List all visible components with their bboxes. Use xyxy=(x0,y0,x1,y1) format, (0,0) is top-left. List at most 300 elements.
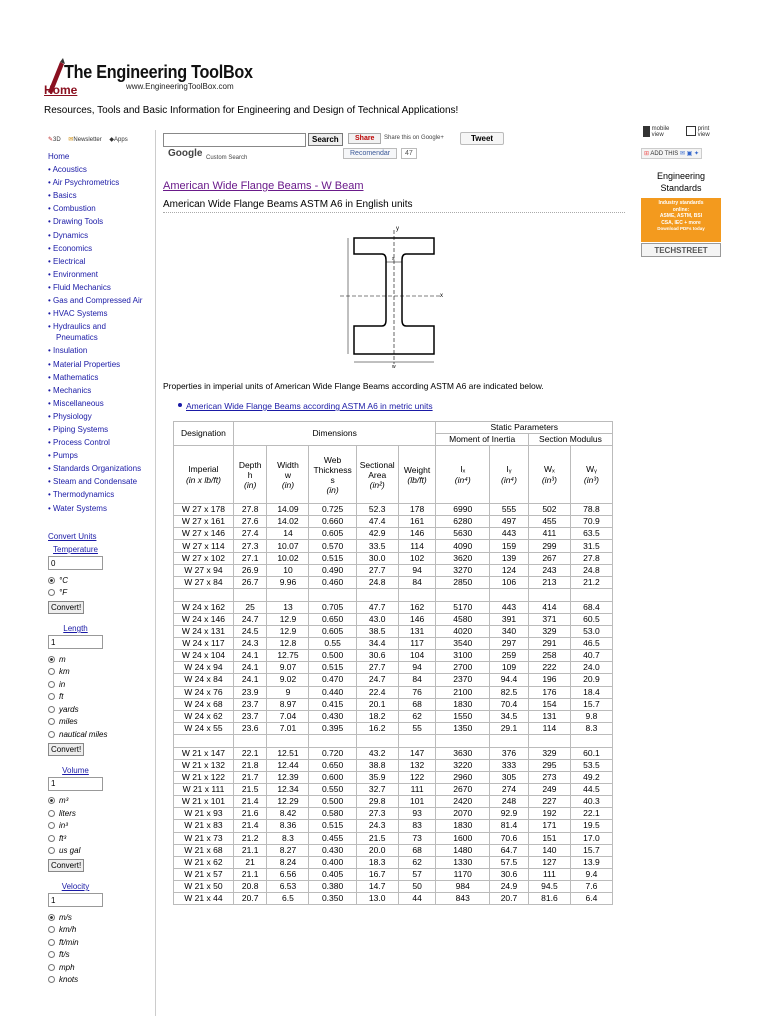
table-cell: 146 xyxy=(398,613,436,625)
table-row xyxy=(174,613,613,625)
table-cell: 8.42 xyxy=(267,808,309,820)
table-cell: 21.7 xyxy=(233,772,267,784)
table-cell: 84 xyxy=(398,674,436,686)
recommend-button[interactable]: Recomendar xyxy=(343,148,397,159)
table-row xyxy=(174,601,613,613)
table-cell: 391 xyxy=(490,613,529,625)
newsletter-icon[interactable]: ✉ xyxy=(68,137,74,143)
table-cell: 81.6 xyxy=(528,893,570,905)
table-cell: W 21 x 132 xyxy=(174,759,234,771)
header-wy xyxy=(570,446,612,504)
table-cell: 24.0 xyxy=(570,662,612,674)
table-cell: W 21 x 73 xyxy=(174,832,234,844)
sidebar-item[interactable]: • Steam and Condensate xyxy=(48,477,138,487)
sidebar-item[interactable]: • Combustion xyxy=(48,204,96,214)
table-cell: 21 xyxy=(233,856,267,868)
table-cell: 94 xyxy=(398,662,436,674)
3d-link[interactable]: 3D xyxy=(53,137,61,143)
w-beam-diagram xyxy=(336,224,448,374)
share-google-text: Share this on Google+ xyxy=(384,135,444,141)
table-cell: 27.6 xyxy=(233,516,267,528)
sidebar-item[interactable]: • Electrical xyxy=(48,256,86,266)
table-cell: 14 xyxy=(267,528,309,540)
table-cell: 64.7 xyxy=(490,844,529,856)
table-cell: 0.725 xyxy=(309,504,356,516)
table-cell: 53.0 xyxy=(570,626,612,638)
page-title[interactable]: American Wide Flange Beams - W Beam xyxy=(163,180,364,192)
table-cell: 50 xyxy=(398,880,436,892)
table-cell: 7.01 xyxy=(267,722,309,734)
table-row xyxy=(174,698,613,710)
table-cell: W 27 x 178 xyxy=(174,504,234,516)
table-cell: 12.39 xyxy=(267,772,309,784)
table-cell: 122 xyxy=(398,772,436,784)
table-cell: 192 xyxy=(528,808,570,820)
table-cell: 29.1 xyxy=(490,722,529,734)
table-cell: 21.2 xyxy=(233,832,267,844)
table-cell: 132 xyxy=(398,759,436,771)
radio-km[interactable] xyxy=(48,666,107,679)
table-cell: 12.51 xyxy=(267,747,309,759)
sidebar-item[interactable]: • Environment xyxy=(48,269,98,279)
table-cell: 15.7 xyxy=(570,698,612,710)
table-row xyxy=(174,856,613,868)
table-cell: 8.27 xyxy=(267,844,309,856)
sidebar-item[interactable]: • Thermodynamics xyxy=(48,490,115,500)
table-cell: 40.7 xyxy=(570,650,612,662)
table-cell: 443 xyxy=(490,601,529,613)
table-cell: 30.6 xyxy=(490,868,529,880)
table-cell: 21.4 xyxy=(233,796,267,808)
table-cell: 27.7 xyxy=(356,662,398,674)
table-cell: 333 xyxy=(490,759,529,771)
table-row xyxy=(174,528,613,540)
table-cell: 26.9 xyxy=(233,564,267,576)
volume-label[interactable]: Volume xyxy=(62,765,89,775)
newsletter-link[interactable]: Newsletter xyxy=(73,137,102,143)
header-wy-unit: (in³) xyxy=(583,474,599,485)
table-cell-empty xyxy=(233,588,267,601)
table-cell: 23.6 xyxy=(233,722,267,734)
sidebar-item[interactable]: • Hydraulics and xyxy=(48,322,106,332)
table-cell: W 24 x 68 xyxy=(174,698,234,710)
search-button[interactable]: Search xyxy=(308,133,343,146)
mobile-view-link[interactable] xyxy=(643,126,674,138)
table-row xyxy=(174,626,613,638)
table-cell: 30.6 xyxy=(356,650,398,662)
radio-liters[interactable] xyxy=(48,807,107,820)
table-row xyxy=(174,540,613,552)
sidebar-item[interactable]: • Process Control xyxy=(48,438,110,448)
table-cell: 12.9 xyxy=(267,626,309,638)
sidebar-item[interactable]: • Material Properties xyxy=(48,359,121,369)
radio-in3[interactable] xyxy=(48,820,107,833)
radio-nautical-miles[interactable] xyxy=(48,728,107,741)
addthis-button[interactable] xyxy=(641,148,702,159)
convert-volume-button[interactable]: Convert! xyxy=(48,859,84,872)
table-cell: 4090 xyxy=(436,540,490,552)
ad-line: CSA, IEC + more xyxy=(661,219,701,226)
sidebar-item[interactable]: • HVAC Systems xyxy=(48,309,108,319)
table-cell-empty xyxy=(174,588,234,601)
table-cell: 20.8 xyxy=(233,880,267,892)
table-cell: 114 xyxy=(528,722,570,734)
table-cell: W 24 x 84 xyxy=(174,674,234,686)
table-cell: 16.7 xyxy=(356,868,398,880)
table-cell: W 21 x 50 xyxy=(174,880,234,892)
table-cell: 213 xyxy=(528,576,570,588)
sidebar-item[interactable]: • Standards Organizations xyxy=(48,464,142,474)
table-cell: 63.5 xyxy=(570,528,612,540)
sidebar-item[interactable]: • Miscellaneous xyxy=(48,398,104,408)
temperature-input[interactable] xyxy=(48,556,103,570)
table-cell: 13.0 xyxy=(356,893,398,905)
table-cell: 27.3 xyxy=(233,540,267,552)
width-label: w xyxy=(392,364,396,370)
length-input[interactable] xyxy=(48,635,103,649)
table-cell: 0.580 xyxy=(309,808,356,820)
radio-label: ft xyxy=(59,692,64,702)
table-cell: W 21 x 62 xyxy=(174,856,234,868)
mobile-icon xyxy=(643,126,650,137)
sidebar-item[interactable]: • Piping Systems xyxy=(48,424,109,434)
table-cell: 371 xyxy=(528,613,570,625)
header-wx xyxy=(528,446,570,504)
table-spacer-row xyxy=(174,588,613,601)
table-cell: 10.07 xyxy=(267,540,309,552)
radio-label: yards xyxy=(59,704,79,714)
radio-ms[interactable] xyxy=(48,911,107,924)
table-cell: 73 xyxy=(398,832,436,844)
convert-temperature-button[interactable]: Convert! xyxy=(48,601,84,614)
table-cell: 8.3 xyxy=(267,832,309,844)
table-cell-empty xyxy=(309,588,356,601)
table-cell: 10 xyxy=(267,564,309,576)
header-iy-unit: (in⁴) xyxy=(500,474,517,485)
table-cell: 7.04 xyxy=(267,710,309,722)
table-cell: 984 xyxy=(436,880,490,892)
table-cell: 70.6 xyxy=(490,832,529,844)
sidebar-item[interactable]: • Water Systems xyxy=(48,503,107,513)
custom-search-label: Custom Search xyxy=(206,155,248,161)
table-cell: 40.3 xyxy=(570,796,612,808)
table-cell: 47.4 xyxy=(356,516,398,528)
table-cell: 44.5 xyxy=(570,784,612,796)
table-cell: 24.9 xyxy=(490,880,529,892)
table-cell: 24.8 xyxy=(356,576,398,588)
table-cell: 161 xyxy=(398,516,436,528)
table-cell: 13.9 xyxy=(570,856,612,868)
table-cell: 2100 xyxy=(436,686,490,698)
sidebar-item[interactable]: • Fluid Mechanics xyxy=(48,282,111,292)
engineering-standards-heading: Engineering Standards xyxy=(656,171,706,193)
table-cell: 20.9 xyxy=(570,674,612,686)
radio-ft[interactable] xyxy=(48,691,107,704)
table-cell: 131 xyxy=(528,710,570,722)
table-row xyxy=(174,722,613,734)
radio-label: °C xyxy=(59,575,68,585)
apps-icon[interactable]: ◆ xyxy=(109,137,115,143)
radio-label: mph xyxy=(59,962,75,972)
radio-fts[interactable] xyxy=(48,949,107,962)
table-cell: 140 xyxy=(528,844,570,856)
recommend-count: 47 xyxy=(401,148,417,159)
table-cell: 23.7 xyxy=(233,710,267,722)
table-cell: 43.0 xyxy=(356,613,398,625)
social-links xyxy=(48,136,128,143)
standards-ad[interactable] xyxy=(641,198,721,242)
header-width-unit: (in) xyxy=(281,479,295,490)
table-cell: 49.2 xyxy=(570,772,612,784)
table-cell: 16.2 xyxy=(356,722,398,734)
velocity-input[interactable] xyxy=(48,893,103,907)
sidebar-item[interactable]: • Mathematics xyxy=(48,372,99,382)
ad-line: ASME, ASTM, BSI xyxy=(659,213,703,219)
header-web-unit: (in) xyxy=(326,484,339,495)
sidebar-item[interactable]: • Gas and Compressed Air xyxy=(48,296,143,306)
table-row xyxy=(174,784,613,796)
table-cell: 274 xyxy=(490,784,529,796)
table-row xyxy=(174,710,613,722)
addthis-icon: ⊞ xyxy=(644,151,650,157)
table-cell-empty xyxy=(490,588,529,601)
header-weight-unit: (lb/ft) xyxy=(407,474,427,485)
table-cell: 60.1 xyxy=(570,747,612,759)
table-row xyxy=(174,686,613,698)
table-cell: 9.02 xyxy=(267,674,309,686)
radio-us-gal[interactable] xyxy=(48,845,107,858)
table-cell: 1830 xyxy=(436,698,490,710)
table-cell: 19.5 xyxy=(570,820,612,832)
table-cell: 6.5 xyxy=(267,893,309,905)
table-cell: 12.44 xyxy=(267,759,309,771)
temperature-label[interactable]: Temperature xyxy=(53,545,98,554)
share-button[interactable]: Share xyxy=(348,133,381,144)
table-cell: 455 xyxy=(528,516,570,528)
table-cell: 297 xyxy=(490,638,529,650)
table-cell: 8.97 xyxy=(267,698,309,710)
table-cell: 12.75 xyxy=(267,650,309,662)
table-cell: 27.3 xyxy=(356,808,398,820)
table-cell: 151 xyxy=(528,832,570,844)
radio-in[interactable] xyxy=(48,678,107,691)
table-cell: 27.7 xyxy=(356,564,398,576)
convert-units-title[interactable]: Convert Units xyxy=(48,532,97,541)
table-cell: 0.395 xyxy=(309,722,356,734)
length-label[interactable]: Length xyxy=(63,624,88,633)
table-cell: 57 xyxy=(398,868,436,880)
header-iy-label: Iᵧ xyxy=(506,463,512,474)
radio-celsius[interactable] xyxy=(48,574,107,587)
table-cell: 60.5 xyxy=(570,613,612,625)
table-cell: 53.5 xyxy=(570,759,612,771)
table-cell: 6.56 xyxy=(267,868,309,880)
table-row xyxy=(174,516,613,528)
convert-length-button[interactable]: Convert! xyxy=(48,743,84,756)
radio-kmh[interactable] xyxy=(48,924,107,937)
table-row xyxy=(174,772,613,784)
table-cell: 82.5 xyxy=(490,686,529,698)
table-cell: 25 xyxy=(233,601,267,613)
table-cell: 1600 xyxy=(436,832,490,844)
table-cell: 22.1 xyxy=(233,747,267,759)
table-cell-empty xyxy=(174,734,234,747)
radio-label: us gal xyxy=(59,846,81,856)
table-cell: 9 xyxy=(267,686,309,698)
radio-label: m/s xyxy=(59,912,72,922)
header-width-label: Width xyxy=(277,459,299,470)
metric-units-link[interactable]: American Wide Flange Beams according ASTM A6 in metric units xyxy=(186,401,433,411)
table-cell: 76 xyxy=(398,686,436,698)
sidebar-item[interactable]: • Dynamics xyxy=(48,230,89,240)
radio-label: nautical miles xyxy=(59,729,108,739)
dotted-divider xyxy=(163,212,625,213)
radio-ft3[interactable] xyxy=(48,832,107,845)
table-cell: 0.430 xyxy=(309,844,356,856)
table-cell: W 21 x 83 xyxy=(174,820,234,832)
table-cell: 21.4 xyxy=(233,820,267,832)
table-cell: 6.4 xyxy=(570,893,612,905)
volume-input[interactable] xyxy=(48,777,103,791)
radio-yards[interactable] xyxy=(48,703,107,716)
table-cell: 20.0 xyxy=(356,844,398,856)
table-cell-empty xyxy=(570,588,612,601)
table-cell: W 24 x 104 xyxy=(174,650,234,662)
table-cell: 23.7 xyxy=(233,698,267,710)
table-cell: 0.705 xyxy=(309,601,356,613)
table-cell: 0.350 xyxy=(309,893,356,905)
radio-m3[interactable] xyxy=(48,795,107,808)
table-cell: W 24 x 117 xyxy=(174,638,234,650)
table-cell: W 21 x 111 xyxy=(174,784,234,796)
properties-text: Properties in imperial units of American Wide Flange Beams according ASTM A6 are indicated below. xyxy=(163,381,544,391)
radio-m[interactable] xyxy=(48,653,107,666)
table-cell: 70.9 xyxy=(570,516,612,528)
table-cell: 0.515 xyxy=(309,662,356,674)
sidebar-item[interactable]: Pneumatics xyxy=(56,333,98,343)
tweet-button[interactable]: Tweet xyxy=(460,132,504,145)
table-cell: 47.7 xyxy=(356,601,398,613)
velocity-label[interactable]: Velocity xyxy=(61,882,90,891)
table-cell: 0.470 xyxy=(309,674,356,686)
table-cell: 0.500 xyxy=(309,650,356,662)
beam-table-body xyxy=(174,504,613,905)
header-web-symbol: s xyxy=(330,474,335,485)
table-cell: W 21 x 44 xyxy=(174,893,234,905)
sidebar-item[interactable]: • Insulation xyxy=(48,346,88,356)
table-cell: 299 xyxy=(528,540,570,552)
header-depth-unit: (in) xyxy=(244,479,257,490)
table-cell: W 21 x 57 xyxy=(174,868,234,880)
share-icons: ✉ ▣ ✦ xyxy=(679,151,700,157)
table-cell: 17.0 xyxy=(570,832,612,844)
header-wx-label: Wₓ xyxy=(544,463,555,474)
table-cell: W 21 x 68 xyxy=(174,844,234,856)
table-cell: 22.1 xyxy=(570,808,612,820)
radio-label: in³ xyxy=(59,821,68,831)
header-iy xyxy=(490,446,529,504)
sidebar-item[interactable]: • Acoustics xyxy=(48,165,87,175)
table-cell: 21.5 xyxy=(356,832,398,844)
table-cell: 329 xyxy=(528,747,570,759)
table-cell: 15.7 xyxy=(570,844,612,856)
table-cell: 4580 xyxy=(436,613,490,625)
table-cell: 291 xyxy=(528,638,570,650)
table-cell: 6280 xyxy=(436,516,490,528)
table-cell: 1830 xyxy=(436,820,490,832)
table-cell-empty xyxy=(309,734,356,747)
print-view-link[interactable] xyxy=(686,126,718,138)
table-row xyxy=(174,504,613,516)
table-row xyxy=(174,662,613,674)
unit-converter xyxy=(48,532,107,986)
sidebar-item[interactable]: • Economics xyxy=(48,243,93,253)
table-cell: 20.1 xyxy=(356,698,398,710)
print-view-label: print view xyxy=(697,126,710,138)
3d-icon[interactable]: ✎ xyxy=(48,137,54,143)
table-cell: 0.440 xyxy=(309,686,356,698)
ad-line: Download PDFs today xyxy=(657,226,705,231)
table-cell: 147 xyxy=(398,747,436,759)
table-cell: W 27 x 84 xyxy=(174,576,234,588)
table-row xyxy=(174,759,613,771)
sidebar-item-home[interactable]: Home xyxy=(48,152,70,161)
table-cell: 117 xyxy=(398,638,436,650)
radio-knots[interactable] xyxy=(48,974,107,987)
header-ix xyxy=(436,446,490,504)
table-cell: 411 xyxy=(528,528,570,540)
table-cell: 0.460 xyxy=(309,576,356,588)
header-area-label: Sectional Area xyxy=(359,459,395,480)
header-sectional-area xyxy=(356,446,398,504)
radio-label: °F xyxy=(59,588,68,598)
sidebar-item[interactable]: • Drawing Tools xyxy=(48,217,104,227)
table-cell: 3270 xyxy=(436,564,490,576)
table-cell: 92.9 xyxy=(490,808,529,820)
table-row xyxy=(174,796,613,808)
table-row xyxy=(174,893,613,905)
table-cell-empty xyxy=(233,734,267,747)
radio-fahrenheit[interactable] xyxy=(48,587,107,600)
sidebar-item[interactable]: • Basics xyxy=(48,191,77,201)
table-row xyxy=(174,674,613,686)
radio-mph[interactable] xyxy=(48,961,107,974)
radio-miles[interactable] xyxy=(48,716,107,729)
page-subtitle: American Wide Flange Beams ASTM A6 in English units xyxy=(163,199,413,210)
table-cell: 114 xyxy=(398,540,436,552)
table-cell: 14.7 xyxy=(356,880,398,892)
table-cell: 24.7 xyxy=(356,674,398,686)
sidebar-item[interactable]: • Physiology xyxy=(48,411,92,421)
site-url[interactable]: www.EngineeringToolBox.com xyxy=(126,82,234,91)
techstreet-logo[interactable]: TECHSTREET xyxy=(641,243,721,257)
header-area-unit: (in²) xyxy=(369,479,385,490)
sidebar-item[interactable]: • Pumps xyxy=(48,451,78,461)
site-title[interactable]: The Engineering ToolBox xyxy=(64,62,253,82)
search-input[interactable] xyxy=(163,133,306,147)
sidebar-item[interactable]: • Mechanics xyxy=(48,385,92,395)
home-link[interactable]: Home xyxy=(44,83,78,97)
table-cell: 443 xyxy=(490,528,529,540)
table-cell: 249 xyxy=(528,784,570,796)
table-cell: 0.380 xyxy=(309,880,356,892)
apps-link[interactable]: Apps xyxy=(114,137,128,143)
table-cell: 127 xyxy=(528,856,570,868)
sidebar-item[interactable]: • Air Psychrometrics xyxy=(48,178,120,188)
table-cell: 31.5 xyxy=(570,540,612,552)
table-spacer-row xyxy=(174,734,613,747)
radio-ftmin[interactable] xyxy=(48,936,107,949)
